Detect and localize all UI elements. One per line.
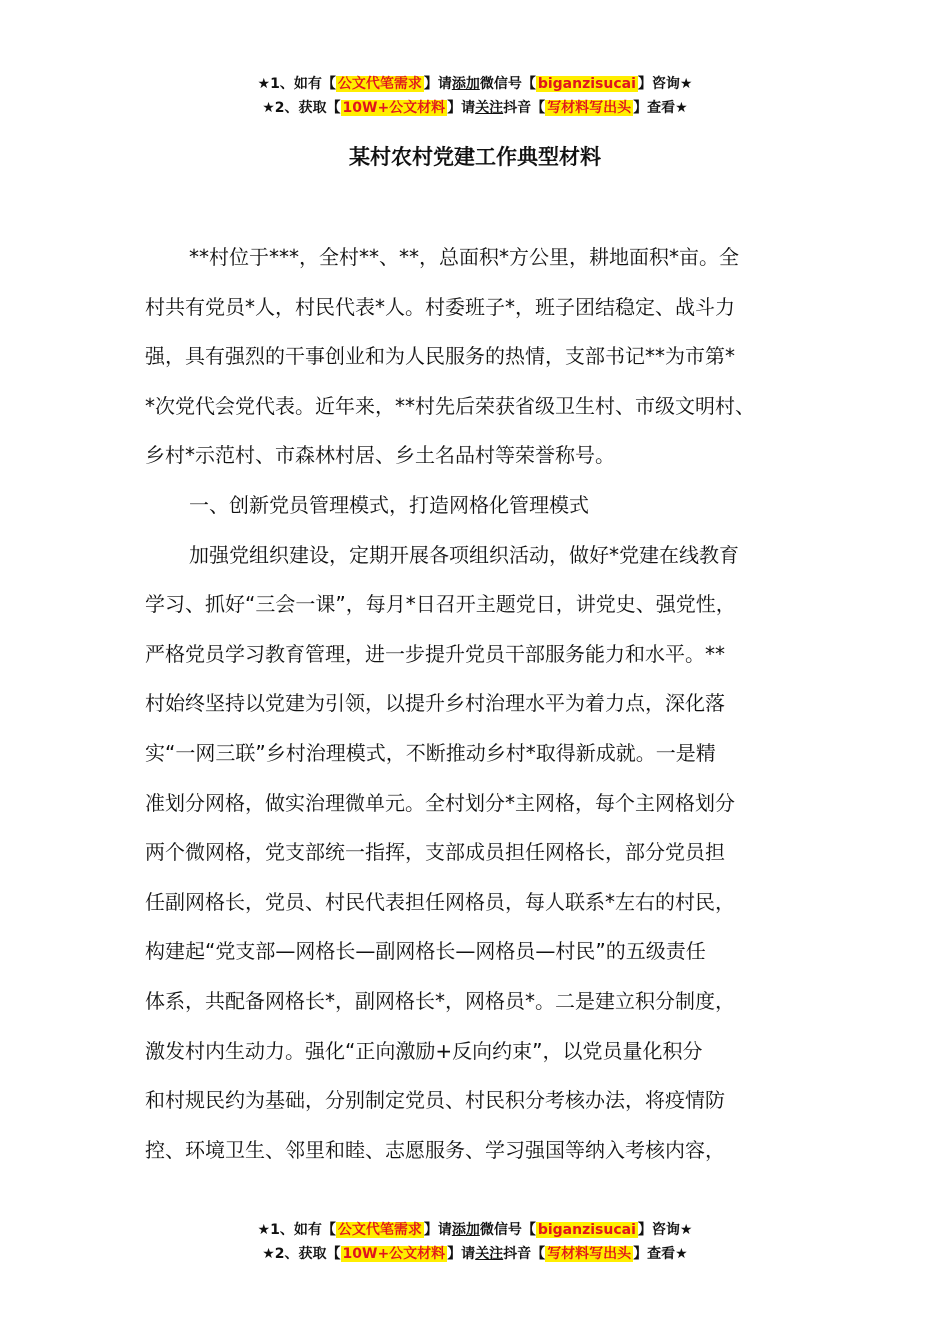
body-line: *次党代会党代表。近年来，**村先后荣获省级卫生村、市级文明村、 xyxy=(145,393,755,418)
section-heading: 一、创新党员管理模式，打造网格化管理模式 xyxy=(189,492,589,517)
banner-highlight: 10W+公文材料 xyxy=(342,100,446,116)
banner-line-2: ★2、获取【 10W+公文材料 】请关注抖音【 写材料写出头 】查看★ xyxy=(262,100,688,116)
banner-highlight: 公文代笔需求 xyxy=(337,1222,422,1238)
banner-highlight: 写材料写出头 xyxy=(547,100,632,116)
body-line: 体系，共配备网格长*，副网格长*，网格员*。二是建立积分制度， xyxy=(145,988,735,1013)
body-line: 村共有党员*人，村民代表*人。村委班子*，班子团结稳定、战斗力 xyxy=(145,294,735,319)
banner-line-1: ★1、如有【 公文代笔需求 】请添加微信号【 biganzisucai 】咨询★ xyxy=(257,1222,693,1238)
body-line: 实“一网三联”乡村治理模式，不断推动乡村*取得新成就。一是精 xyxy=(145,740,716,765)
body-line: **村位于***，全村**、**，总面积*方公里，耕地面积*亩。全 xyxy=(189,245,739,269)
body-line: 加强党组织建设，定期开展各项组织活动，做好*党建在线教育 xyxy=(189,542,739,567)
body-line: 学习、抓好“三会一课”，每月*日召开主题党日，讲党史、强党性， xyxy=(145,592,736,617)
banner-highlight: 写材料写出头 xyxy=(547,1246,632,1262)
body-line: 严格党员学习教育管理，进一步提升党员干部服务能力和水平。** xyxy=(145,641,725,666)
banner-highlight: 公文代笔需求 xyxy=(337,76,422,92)
banner-highlight: biganzisucai xyxy=(537,1222,636,1238)
body-line: 构建起“党支部—网格长—副网格长—网格员—村民”的五级责任 xyxy=(145,939,706,964)
banner-highlight: 10W+公文材料 xyxy=(342,1246,446,1262)
body-line: 两个微网格，党支部统一指挥，支部成员担任网格长，部分党员担 xyxy=(145,840,725,865)
body-line: 和村规民约为基础，分别制定党员、村民积分考核办法，将疫情防 xyxy=(145,1088,725,1113)
body-line: 控、环境卫生、邻里和睦、志愿服务、学习强国等纳入考核内容， xyxy=(145,1137,725,1162)
body-line: 村始终坚持以党建为引领，以提升乡村治理水平为着力点，深化落 xyxy=(145,691,725,716)
body-line: 强，具有强烈的干事创业和为人民服务的热情，支部书记**为市第* xyxy=(145,344,735,369)
banner-line-2: ★2、获取【 10W+公文材料 】请关注抖音【 写材料写出头 】查看★ xyxy=(262,1246,688,1262)
body-line: 任副网格长，党员、村民代表担任网格员，每人联系*左右的村民， xyxy=(145,889,735,914)
banner-highlight: biganzisucai xyxy=(537,76,636,92)
footer-banner xyxy=(0,1218,950,1266)
banner-line-1: ★1、如有【 公文代笔需求 】请添加微信号【 biganzisucai 】咨询★ xyxy=(257,76,693,92)
document-body xyxy=(145,233,813,1175)
document-title: 某村农村党建工作典型材料 xyxy=(349,145,601,169)
body-line: 乡村*示范村、市森林村居、乡土名品村等荣誉称号。 xyxy=(145,443,615,468)
header-banner xyxy=(0,72,950,120)
body-line: 激发村内生动力。强化“正向激励+反向约束”，以党员量化积分 xyxy=(145,1038,703,1063)
body-line: 准划分网格，做实治理微单元。全村划分*主网格，每个主网格划分 xyxy=(145,790,735,815)
